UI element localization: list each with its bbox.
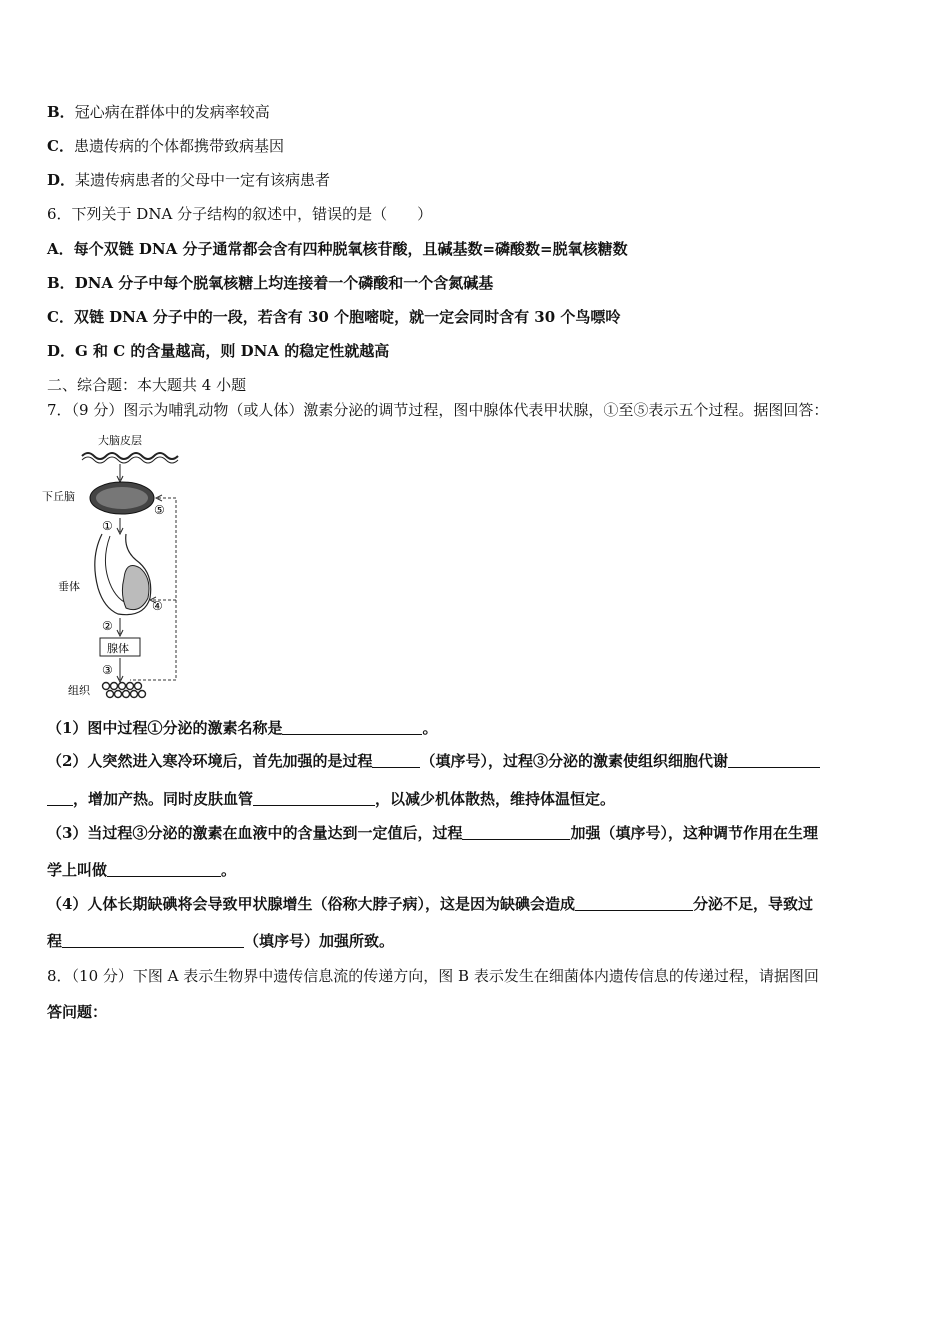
gland-label: 腺体 bbox=[107, 642, 129, 655]
answer-blank[interactable] bbox=[282, 719, 422, 735]
pituitary-label: 垂体 bbox=[58, 580, 80, 593]
answer-blank[interactable] bbox=[47, 790, 73, 806]
hypothalamus-label: 下丘脑 bbox=[42, 490, 75, 503]
answer-blank[interactable] bbox=[62, 932, 244, 948]
step3-label: ③ bbox=[102, 663, 113, 677]
q7-part2-cont bbox=[47, 789, 615, 809]
q7-part4-cont bbox=[47, 931, 394, 951]
q7-part3-text: （3）当过程③分泌的激素在血液中的含量达到一定值后，过程 bbox=[47, 824, 463, 842]
q7-part4 bbox=[47, 894, 813, 914]
option-letter: A． bbox=[47, 240, 74, 258]
option-letter: C． bbox=[47, 137, 74, 155]
q8-stem-cont: 答问题： bbox=[47, 1003, 108, 1021]
q5-option-d bbox=[47, 170, 330, 190]
q7-part4-text-d: （填序号）加强所致。 bbox=[244, 932, 395, 950]
cortex-label: 大脑皮层 bbox=[98, 434, 142, 447]
q6-option-a bbox=[47, 239, 628, 259]
q6-stem: 6．下列关于 DNA 分子结构的叙述中，错误的是（ ） bbox=[47, 205, 433, 223]
option-letter: C． bbox=[47, 308, 74, 326]
option-letter: D． bbox=[47, 171, 76, 189]
option-letter: B． bbox=[47, 274, 75, 292]
q7-part3-text-c: 学上叫做 bbox=[47, 861, 108, 879]
q7-part4-text-c: 程 bbox=[47, 932, 63, 950]
q7-part2-text-c: ，增加产热。同时皮肤血管 bbox=[73, 790, 254, 808]
q7-part1-text: （1）图中过程①分泌的激素名称是 bbox=[47, 719, 283, 737]
pituitary-lobe bbox=[122, 566, 149, 610]
q8-stem: 8．（10 分）下图 A 表示生物界中遗传信息流的传递方向，图 B 表示发生在细菌体内遗传信息的传递过程，请据图回 bbox=[47, 967, 819, 985]
answer-blank[interactable] bbox=[728, 752, 820, 768]
option-text: DNA 分子中每个脱氧核糖上均连接着一个磷酸和一个含氮碱基 bbox=[74, 274, 494, 292]
step4-label: ④ bbox=[152, 599, 163, 613]
tissue-cells bbox=[103, 683, 146, 698]
answer-blank[interactable] bbox=[372, 752, 420, 768]
q6-option-c bbox=[47, 307, 620, 327]
q7-part4-text-b: 分泌不足，导致过 bbox=[692, 895, 813, 913]
q7-part1 bbox=[47, 718, 437, 738]
answer-blank[interactable] bbox=[107, 861, 221, 877]
q7-part3-end: 。 bbox=[221, 861, 237, 879]
option-letter: B． bbox=[47, 103, 75, 121]
q7-part3-cont bbox=[47, 860, 236, 880]
q7-part2-text: （2）人突然进入寒冷环境后，首先加强的是过程 bbox=[47, 752, 373, 770]
q7-part2-text-d: ，以减少机体散热，维持体温恒定。 bbox=[375, 790, 616, 808]
q7-part1-end: 。 bbox=[422, 719, 438, 737]
tissue-label: 组织 bbox=[68, 684, 90, 697]
option-text: 某遗传病患者的父母中一定有该病患者 bbox=[75, 171, 331, 189]
section-title: 二、综合题：本大题共 4 小题 bbox=[47, 376, 247, 394]
q7-part3-text-b: 加强（填序号），这种调节作用在生理 bbox=[570, 824, 818, 842]
q7-part2 bbox=[47, 751, 820, 771]
hormone-regulation-diagram bbox=[40, 428, 190, 700]
step5-label: ⑤ bbox=[154, 503, 165, 517]
step1-label: ① bbox=[102, 519, 113, 533]
q7-part4-text: （4）人体长期缺碘将会导致甲状腺增生（俗称大脖子病），这是因为缺碘会造成 bbox=[47, 895, 575, 913]
answer-blank[interactable] bbox=[253, 790, 375, 806]
q6-option-b bbox=[47, 273, 493, 293]
option-text: 每个双链 DNA 分子通常都会含有四种脱氧核苷酸，且碱基数=磷酸数=脱氧核糖数 bbox=[73, 240, 628, 258]
option-text: 双链 DNA 分子中的一段，若含有 30 个胞嘧啶，就一定会同时含有 30 个鸟嘌呤 bbox=[73, 308, 621, 326]
q5-option-c bbox=[47, 136, 284, 156]
option-text: G 和 C 的含量越高，则 DNA 的稳定性就越高 bbox=[75, 342, 390, 360]
option-letter: D． bbox=[47, 342, 76, 360]
option-text: 患遗传病的个体都携带致病基因 bbox=[73, 137, 284, 155]
answer-blank[interactable] bbox=[462, 824, 570, 840]
q7-part2-text-b: （填序号），过程③分泌的激素使组织细胞代谢 bbox=[420, 752, 728, 770]
q6-option-d bbox=[47, 341, 389, 361]
q5-option-b bbox=[47, 102, 270, 122]
answer-blank[interactable] bbox=[575, 895, 693, 911]
q7-part3 bbox=[47, 823, 818, 843]
option-text: 冠心病在群体中的发病率较高 bbox=[74, 103, 270, 121]
hypothalamus-texture bbox=[96, 487, 148, 509]
q7-stem: 7．（9 分）图示为哺乳动物（或人体）激素分泌的调节过程，图中腺体代表甲状腺，①至⑤表示五个过程。据图回答： bbox=[47, 401, 829, 419]
step2-label: ② bbox=[102, 619, 113, 633]
